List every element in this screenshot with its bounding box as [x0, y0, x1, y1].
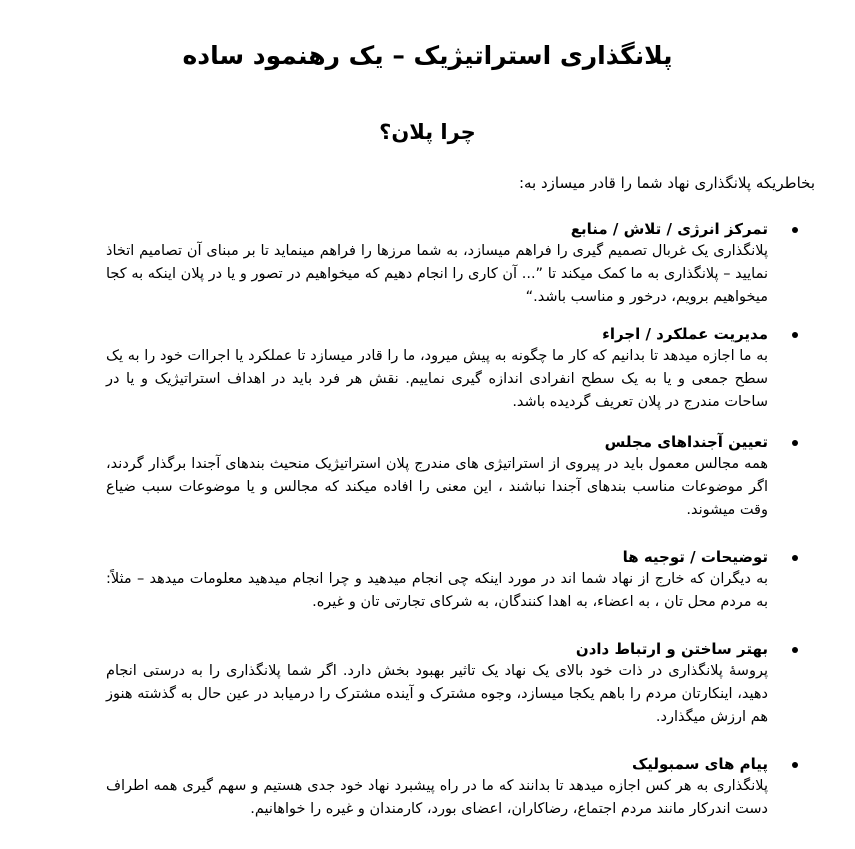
bullet-icon	[792, 227, 798, 233]
list-item	[106, 638, 768, 729]
list-item	[106, 546, 768, 614]
bullet-title: تعیین آجنداهای مجلس	[604, 433, 768, 451]
bullet-icon	[792, 762, 798, 768]
bullet-icon	[792, 647, 798, 653]
bullet-title: بهتر ساختن و ارتباط دادن	[575, 640, 768, 658]
bullet-body: پروسهٔ پلانگذاری در ذات خود بالای یک نهاد یک تاثیر بهبود بخش دارد. اگر شما پلانگذاری را به درستی انجام دهید، اینکارتان مردم را باهم یکجا میسازد، وجوه مشترک و آینده مشترک را درمیابد در عین حال به گذشته هنوز هم ارزش میگذارد.	[106, 663, 768, 725]
bullet-title: مدیریت عملکرد / اجراء	[602, 325, 768, 343]
bullet-title: پیام های سمبولیک	[631, 755, 768, 773]
bullet-icon	[792, 555, 798, 561]
bullet-icon	[792, 440, 798, 446]
document-title: پلانگذاری استراتیژیک – یک رهنمود ساده	[182, 41, 673, 70]
bullet-body: به دیگران که خارج از نهاد شما اند در مورد اینکه چی انجام میدهید و چرا انجام میدهید معلومات میدهد – مثلاً: به مردم محل تان ، به اعضاء، به اهدا کنندگان، به شرکای تجارتی تان و غیره.	[106, 571, 768, 610]
bullet-icon	[792, 332, 798, 338]
bullet-body: همه مجالس معمول باید در پیروی از استراتیژی های مندرج پلان استراتیژیک منحیث بندهای آجندا برگذار گردند، اگر موضوعات مناسب بندهای آجندا نباشند ، این معنی را افاده میکند که مجالس و یا موضوعات سبب ضیاع وقت میشوند.	[106, 456, 768, 518]
bullet-title: تمرکز انرژی / تلاش / منابع	[570, 220, 768, 238]
bullet-body: پلانگذاری یک غربال تصمیم گیری را فراهم میسازد، به شما مرزها را فراهم مینماید تا بر مبنای آن تصامیم اتخاذ نمایید – پلانگذاری به ما کمک میکند تا ”... آن کاری را انجام دهیم که میخواهیم در تصور و یا در پلان اینکه به کجا میخواهیم برویم، درخور و مناسب باشد.“	[106, 243, 768, 305]
list-item	[106, 218, 768, 309]
section-heading: چرا پلان؟	[379, 120, 476, 144]
intro-text: بخاطریکه پلانگذاری نهاد شما را قادر میسازد به:	[518, 174, 815, 192]
bullet-title: توضیحات / توجیه ها	[622, 548, 768, 566]
list-item	[106, 431, 768, 522]
bullet-body: به ما اجازه میدهد تا بدانیم که کار ما چگونه به پیش میرود، ما را قادر میسازد تا عملکرد یا اجراات خود را به یک سطح جمعی و یا به یک سطح انفرادی اندازه گیری نماییم. نقش هر فرد باید در اهداف استراتیژیک و یا در ساحات مندرج در پلان تعریف گردیده باشد.	[106, 348, 768, 410]
bullet-body: پلانگذاری به هر کس اجازه میدهد تا بدانند که ما در راه پیشبرد نهاد خود جدی هستیم و سهم گیری همه اطراف دست اندرکار مانند مردم اجتماع، رضاکاران، اعضای بورد، کارمندان و غیره را خواهانیم.	[106, 778, 768, 817]
list-item	[106, 323, 768, 414]
list-item	[106, 753, 768, 821]
